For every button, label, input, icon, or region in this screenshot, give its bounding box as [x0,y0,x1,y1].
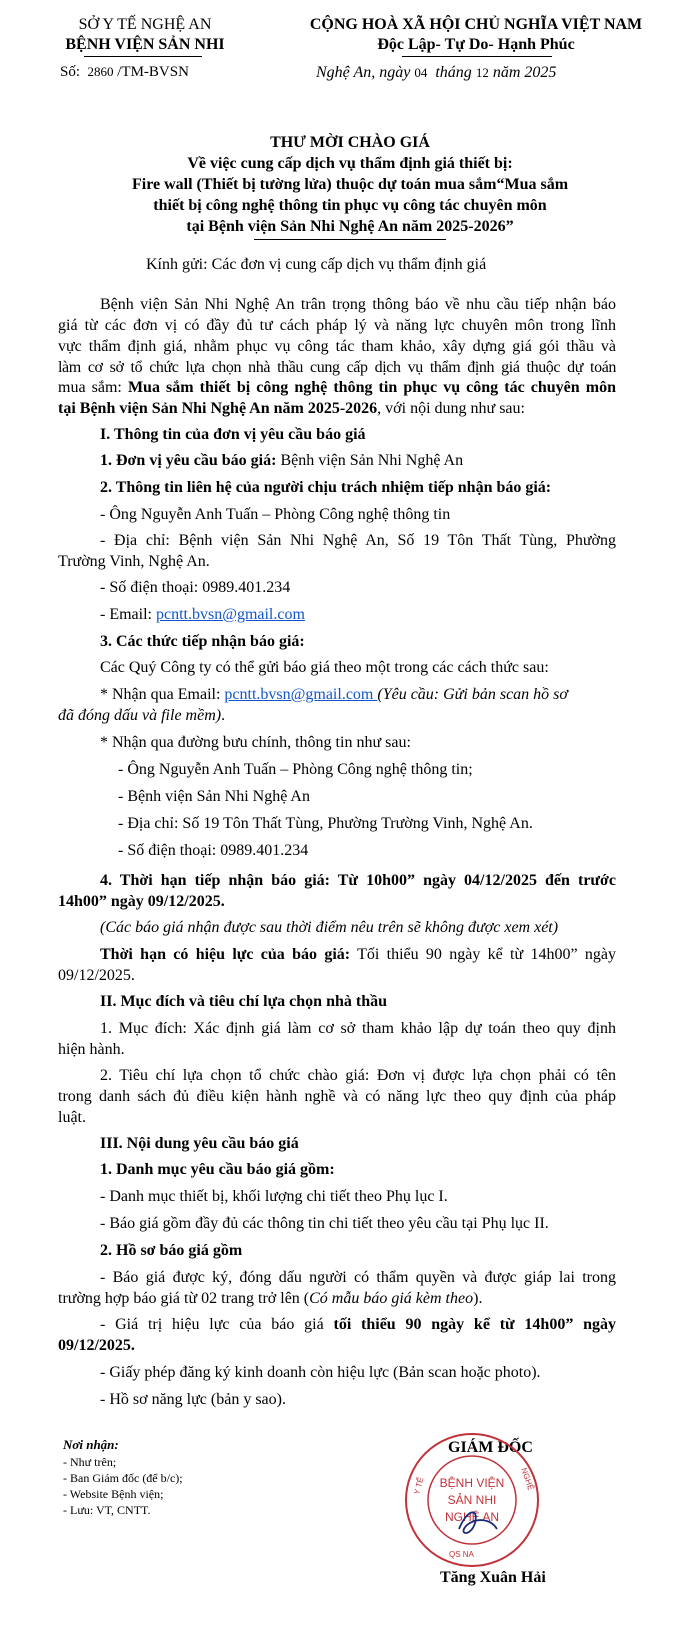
post-address: - Địa chỉ: Số 19 Tôn Thất Tùng, Phường Trường Vinh, Nghệ An. [118,815,533,832]
motto-underline [402,56,552,57]
document-title: THƯ MỜI CHÀO GIÁ [270,134,430,151]
section-2-p2-line-3: luật. [58,1109,86,1126]
stamp-ring-bottom: QS NA [449,1550,474,1559]
via-email-line-2: đã đóng dấu và file mềm). [58,707,226,724]
stamp-text-3: NGHỆ AN [444,1510,500,1524]
via-email-link[interactable]: pcntt.bvsn@gmail.com [224,686,378,703]
section-1-item-1: 1. Đơn vị yêu cầu báo giá: Bệnh viện Sản Nhi Nghệ An [100,452,464,469]
section-1-heading: I. Thông tin của đơn vị yêu cầu báo giá [100,426,366,443]
subject-line-3: thiết bị công nghệ thông tin phục vụ công tác chuyên môn [153,197,547,214]
post-phone: - Số điện thoại: 0989.401.234 [118,842,309,859]
validity-line-2: 09/12/2025. [58,967,135,984]
intro-line-3: vực thẩm định giá, nhằm phục vụ công tác tham khảo, xây dựng giá gói thầu và [58,338,616,355]
item-3-intro: Các Quý Công ty có thể gửi báo giá theo một trong các cách thức sau: [100,659,549,676]
recipients-heading: Nơi nhận: [63,1437,119,1452]
section-2-p2-line-1: 2. Tiêu chí lựa chọn tổ chức chào giá: Đơn vị được lựa chọn phải có tên [100,1067,616,1084]
recipient-line: Kính gửi: Các đơn vị cung cấp dịch vụ thẩm định giá [146,256,487,273]
stamp-text-2: SẢN NHI [447,1493,497,1507]
capability-profile: - Hồ sơ năng lực (bản y sao). [100,1391,286,1408]
stamp-ring-right: NGHỆ [519,1466,536,1492]
recipient-item: - Website Bệnh viện; [63,1487,164,1501]
stamp-ring-left: Y TẾ [412,1476,426,1496]
contact-address-line-1: - Địa chỉ: Bệnh viện Sản Nhi Nghệ An, Số 19 Tôn Thất Tùng, Phường [100,532,616,549]
via-post: * Nhận qua đường bưu chính, thông tin như sau: [100,734,411,751]
stamp-text-1: BỆNH VIỆN [439,1476,505,1490]
section-2-p1-line-2: hiện hành. [58,1041,125,1058]
quote-validity-line-1: - Giá trị hiệu lực của báo giá tối thiểu 90 ngày kể từ 14h00” ngày [100,1316,616,1333]
contact-person: - Ông Nguyễn Anh Tuấn – Phòng Công nghệ thông tin [100,506,451,523]
post-person: - Ông Nguyễn Anh Tuấn – Phòng Công nghệ thông tin; [118,761,473,778]
section-3-sub-1-item-2: - Báo giá gồm đầy đủ các thông tin chi tiết theo yêu cầu tại Phụ lục II. [100,1215,549,1232]
recipient-item: - Lưu: VT, CNTT. [63,1503,151,1517]
section-3-sub-2: 2. Hồ sơ báo giá gồm [100,1242,243,1259]
intro-line-4: làm cơ sở tổ chức lựa chọn nhà thầu cung cấp dịch vụ thẩm định giá thuộc dự toán [58,359,616,376]
signer-title: GIÁM ĐỐC [448,1439,533,1456]
intro-line-6: tại Bệnh viện Sản Nhi Nghệ An năm 2025-2026, với nội dung như sau: [58,400,525,417]
ministry-name: SỞ Y TẾ NGHỆ AN [78,16,212,33]
section-1-item-3: 3. Các thức tiếp nhận báo giá: [100,633,305,650]
recipient-item: - Ban Giám đốc (để b/c); [63,1471,183,1485]
section-3-heading: III. Nội dung yêu cầu báo giá [100,1135,299,1152]
late-note: (Các báo giá nhận được sau thời điểm nêu trên sẽ không được xem xét) [100,919,559,936]
business-license: - Giấy phép đăng ký kinh doanh còn hiệu lực (Bản scan hoặc photo). [100,1364,541,1381]
subject-line-2: Fire wall (Thiết bị tường lửa) thuộc dự toán mua sắm“Mua sắm [131,176,569,193]
contact-email-link[interactable]: pcntt.bvsn@gmail.com [155,606,305,623]
quote-validity-line-2: 09/12/2025. [58,1337,135,1354]
section-2-p2-line-2: trong danh sách đủ điều kiện hành nghề và có năng lực theo quy định của pháp [58,1088,616,1105]
quote-signed-line-1: - Báo giá được ký, đóng dấu người có thẩm quyền và được giáp lai trong [100,1269,616,1286]
validity-line-1: Thời hạn có hiệu lực của báo giá: Tối thiểu 90 ngày kể từ 14h00” ngày [100,946,616,963]
hospital-underline [84,56,202,57]
section-2-p1-line-1: 1. Mục đích: Xác định giá làm cơ sở tham khảo lập dự toán theo quy định [100,1020,616,1037]
contact-address-line-2: Trường Vinh, Nghệ An. [58,553,210,570]
deadline-line-1: 4. Thời hạn tiếp nhận báo giá: Từ 10h00” ngày 04/12/2025 đến trước [100,872,616,889]
official-stamp [397,1425,547,1575]
hospital-name: BỆNH VIỆN SẢN NHI [65,36,225,53]
contact-email-line: - Email: pcntt.bvsn@gmail.com [100,606,305,623]
section-1-item-2: 2. Thông tin liên hệ của người chịu trách nhiệm tiếp nhận báo giá: [100,479,552,496]
nation-motto: Độc Lập- Tự Do- Hạnh Phúc [377,36,575,53]
section-3-sub-1: 1. Danh mục yêu cầu báo giá gồm: [100,1161,335,1178]
intro-line-5: mua sắm: Mua sắm thiết bị công nghệ thông tin phục vụ công tác chuyên môn [58,379,616,396]
document-number: Số: 2860 /TM-BVSN [60,64,189,80]
subject-line-1: Về việc cung cấp dịch vụ thẩm định giá thiết bị: [187,155,513,172]
signer-name: Tăng Xuân Hải [440,1569,546,1586]
quote-signed-line-2: trường hợp báo giá từ 02 trang trở lên (Có mẫu báo giá kèm theo). [58,1290,483,1307]
contact-phone: - Số điện thoại: 0989.401.234 [100,579,291,596]
intro-line-2: giá từ các đơn vị có đầy đủ tư cách pháp lý và năng lực chuyên môn trong lĩnh [58,317,616,334]
via-email-line-1: * Nhận qua Email: pcntt.bvsn@gmail.com (Yêu cầu: Gửi bản scan hồ sơ [100,686,568,703]
nation-title: CỘNG HOÀ XÃ HỘI CHỦ NGHĨA VIỆT NAM [309,16,643,33]
intro-line-1: Bệnh viện Sản Nhi Nghệ An trân trọng thông báo về nhu cầu tiếp nhận báo [100,296,616,313]
section-3-sub-1-item-1: - Danh mục thiết bị, khối lượng chi tiết theo Phụ lục I. [100,1188,448,1205]
document-date: Nghệ An, ngày 04 tháng 12 năm 2025 [316,64,557,81]
deadline-line-2: 14h00” ngày 09/12/2025. [58,893,225,910]
section-2-heading: II. Mục đích và tiêu chí lựa chọn nhà thầu [100,993,387,1010]
post-hospital: - Bệnh viện Sản Nhi Nghệ An [118,788,310,805]
recipient-item: - Như trên; [63,1455,117,1469]
subject-line-4: tại Bệnh viện Sản Nhi Nghệ An năm 2025-2026” [186,218,514,235]
title-underline [254,239,446,240]
